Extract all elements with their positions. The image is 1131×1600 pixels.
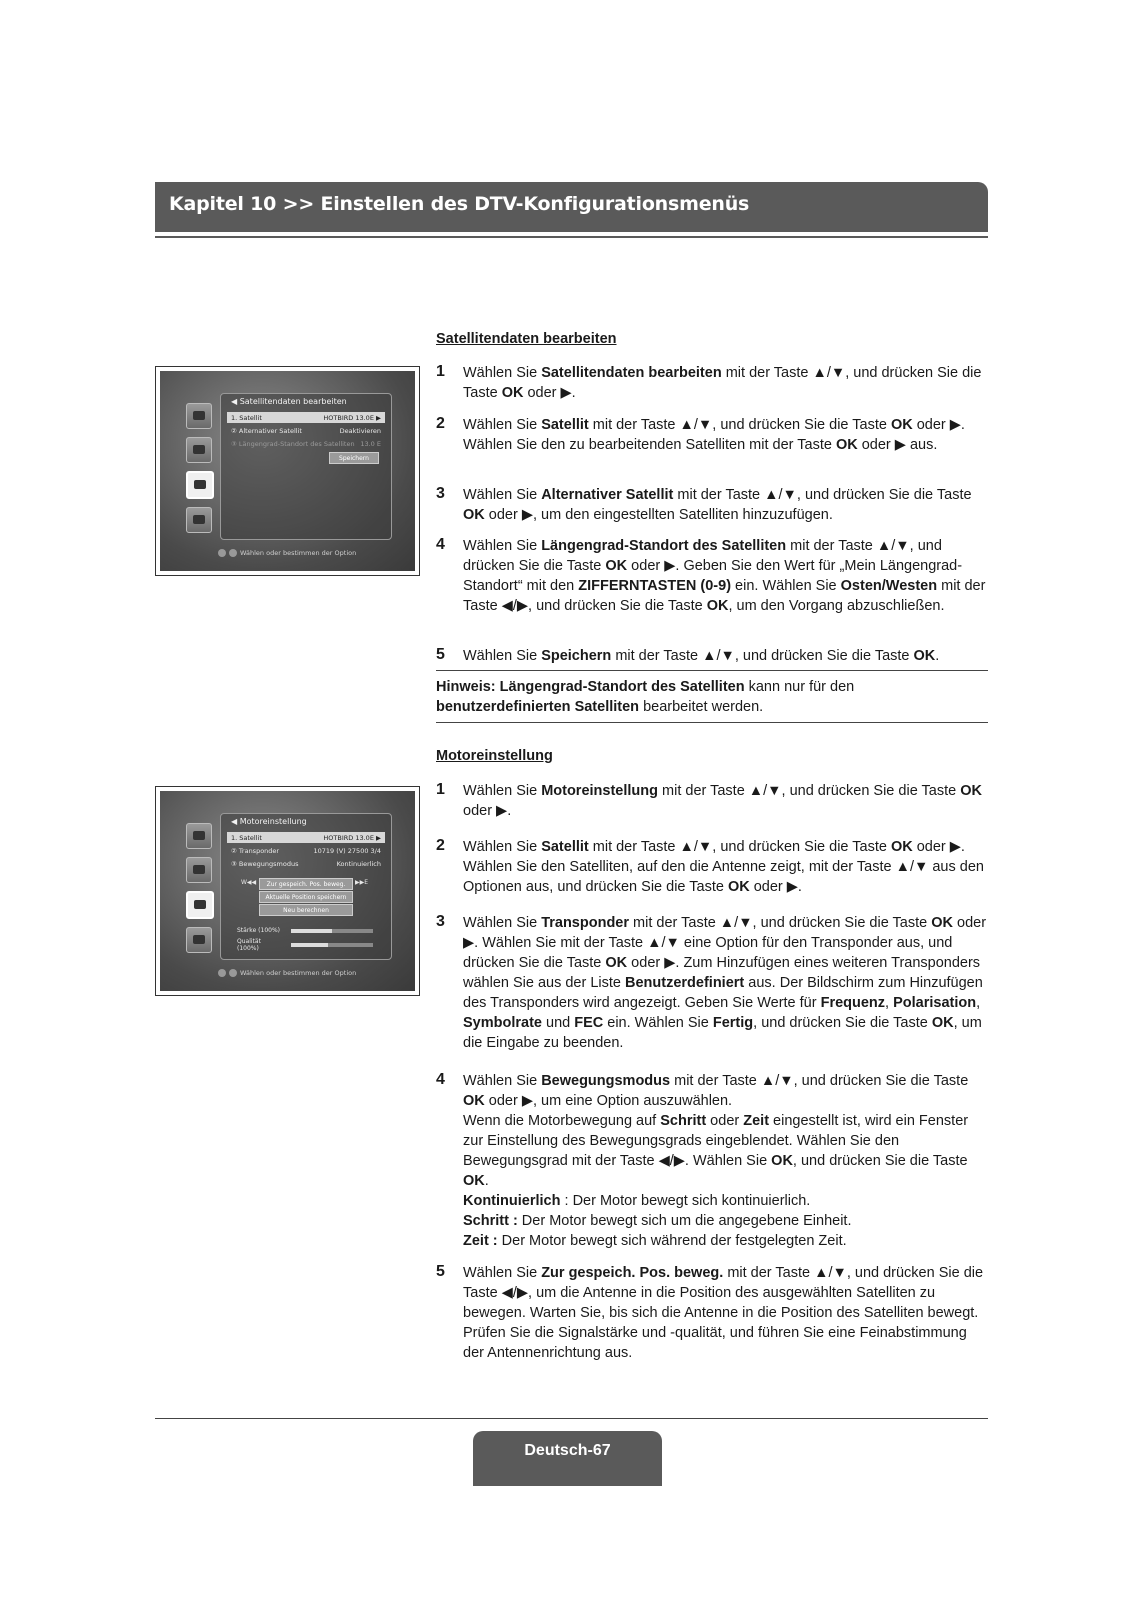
step-2-1	[436, 781, 988, 821]
schedule-icon	[186, 437, 212, 463]
step-text: Wählen Sie Satellit mit der Taste ▲/▼, und drücken Sie die Taste OK oder ▶. Wählen Sie den zu bearbeitenden Satelliten mit der Taste OK oder ▶ aus.	[463, 417, 965, 453]
help-bar: Wählen oder bestimmen der Option	[218, 549, 356, 557]
step-text: Wählen Sie Satellitendaten bearbeiten mit der Taste ▲/▼, und drücken Sie die Taste OK oder ▶.	[463, 365, 982, 401]
move-to-saved-button[interactable]: Zur gespeich. Pos. beweg.	[259, 878, 353, 890]
menu-row-satellite[interactable]: 1. Satellit HOTBIRD 13.0E ▶	[227, 412, 385, 423]
menu-row-movement-mode[interactable]: ③ Bewegungsmodus Kontinuierlich	[231, 859, 381, 868]
chapter-title: Kapitel 10 >> Einstellen des DTV-Konfigurationsmenüs	[169, 193, 750, 215]
save-button[interactable]: Speichern	[329, 452, 379, 464]
step-number: 5	[436, 646, 445, 663]
step-number: 4	[436, 536, 445, 553]
note-divider-bottom	[436, 722, 988, 723]
quality-meter: Qualität (100%)	[237, 938, 373, 952]
step-text: Wählen Sie Transponder mit der Taste ▲/▼, und drücken Sie die Taste OK oder ▶. Wählen Sie mit der Taste ▲/▼ eine Option für den Transponder aus, und drücken Sie die Taste OK oder ▶. Zum Hinzufügen eines weiteren Transponders wählen Sie aus der Liste Benutzerdefiniert aus. Der Bildschirm zum Hinzufügen des Transponders wird angezeigt. Geben Sie Werte für Frequenz, Polarisation, Symbolrate und FEC ein. Wählen Sie Fertig, und drücken Sie die Taste OK, um die Eingabe zu beenden.	[463, 915, 987, 1051]
step-text: Wählen Sie Speichern mit der Taste ▲/▼, und drücken Sie die Taste OK.	[463, 648, 940, 664]
search-icon	[186, 507, 212, 533]
arrow-key-icon	[229, 549, 237, 557]
step-2-2	[436, 837, 988, 897]
step-text: Wählen Sie Satellit mit der Taste ▲/▼, und drücken Sie die Taste OK oder ▶. Wählen Sie den Satelliten, auf den die Antenne zeigt, mit der Taste ▲/▼ aus den Optionen aus, und drücken Sie die Taste OK oder ▶.	[463, 839, 984, 895]
step-text: Wählen Sie Zur gespeich. Pos. beweg. mit der Taste ▲/▼, und drücken Sie die Taste ◀/▶, um die Antenne in die Position des ausgewählten Satelliten zu bewegen. Warten Sie, bis sich die Antenne in die Position des Satelliten bewegt. Prüfen Sie die Signalstärke und -qualität, und führen Sie eine Feinabstimmung der Antennenrichtung aus.	[463, 1265, 984, 1361]
step-number: 1	[436, 781, 445, 798]
step-number: 5	[436, 1263, 445, 1280]
channel-icon	[186, 403, 212, 429]
strength-meter: Stärke (100%)	[237, 927, 373, 934]
menu-row-longitude[interactable]: ③ Längengrad-Standort des Satelliten 13.0 E	[231, 439, 381, 448]
step-text: Wählen Sie Motoreinstellung mit der Taste ▲/▼, und drücken Sie die Taste OK oder ▶.	[463, 783, 982, 819]
move-west-label: W◀◀	[241, 879, 257, 886]
quality-fill	[291, 943, 328, 947]
ok-key-icon	[218, 969, 226, 977]
step-1-5	[436, 646, 988, 666]
step-2-4	[436, 1071, 988, 1251]
menu-screenshot-motor-setup	[155, 786, 420, 996]
step-text: Wählen Sie Bewegungsmodus mit der Taste ▲/▼, und drücken Sie die Taste OK oder ▶, um eine Option auszuwählen. Wenn die Motorbewegung auf Schritt oder Zeit eingestellt ist, wird ein Fenster zur Einstellung des Bewegungsgrads eingeblendet. Wählen Sie den Bewegungsgrad mit der Taste ◀/▶. Wählen Sie OK, und drücken Sie die Taste OK. Kontinuierlich : Der Motor bewegt sich kontinuierlich. Schritt : Der Motor bewegt sich um die angegebene Einheit. Zeit : Der Motor bewegt sich während der festgelegten Zeit.	[463, 1073, 969, 1249]
channel-icon	[186, 823, 212, 849]
tv-screen	[160, 791, 415, 991]
search-icon	[186, 927, 212, 953]
step-number: 2	[436, 837, 445, 854]
step-text: Wählen Sie Alternativer Satellit mit der Taste ▲/▼, und drücken Sie die Taste OK oder ▶, um den eingestellten Satelliten hinzuzufügen.	[463, 487, 972, 523]
section-title-satellite-edit: Satellitendaten bearbeiten	[436, 331, 617, 347]
menu-row-satellite[interactable]: 1. Satellit HOTBIRD 13.0E ▶	[227, 832, 385, 843]
strength-fill	[291, 929, 332, 933]
step-2-5	[436, 1263, 988, 1363]
step-number: 2	[436, 415, 445, 432]
step-1-3	[436, 485, 988, 525]
menu-screenshot-satellite-edit	[155, 366, 420, 576]
menu-row-transponder[interactable]: ② Transponder 10719 (V) 27500 3/4	[231, 846, 381, 855]
step-1-4	[436, 536, 988, 616]
step-number: 4	[436, 1071, 445, 1088]
chapter-divider	[155, 236, 988, 238]
move-east-label: ▶▶E	[355, 879, 369, 886]
schedule-icon	[186, 857, 212, 883]
note-divider-top	[436, 670, 988, 671]
step-1-1	[436, 363, 988, 403]
step-2-3	[436, 913, 988, 1053]
chapter-header	[155, 182, 988, 232]
menu-panel	[220, 813, 392, 960]
menu-title: ◀ Satellitendaten bearbeiten	[231, 397, 347, 406]
step-1-2	[436, 415, 988, 455]
setup-icon	[186, 471, 214, 499]
ok-key-icon	[218, 549, 226, 557]
step-number: 1	[436, 363, 445, 380]
section-title-motor-setup: Motoreinstellung	[436, 748, 553, 764]
step-number: 3	[436, 485, 445, 502]
setup-icon	[186, 891, 214, 919]
menu-panel	[220, 393, 392, 540]
note-text: Hinweis: Längengrad-Standort des Satelliten kann nur für den benutzerdefinierten Satelliten bearbeitet werden.	[436, 679, 855, 715]
arrow-key-icon	[229, 969, 237, 977]
save-position-button[interactable]: Aktuelle Position speichern	[259, 891, 353, 903]
menu-title: ◀ Motoreinstellung	[231, 817, 307, 826]
footer-divider	[155, 1418, 988, 1419]
recalculate-button[interactable]: Neu berechnen	[259, 904, 353, 916]
help-bar: Wählen oder bestimmen der Option	[218, 969, 356, 977]
menu-row-alt-satellite[interactable]: ② Alternativer Satellit Deaktivieren	[231, 426, 381, 435]
page-number: Deutsch-67	[473, 1431, 662, 1486]
step-number: 3	[436, 913, 445, 930]
step-text: Wählen Sie Längengrad-Standort des Satelliten mit der Taste ▲/▼, und drücken Sie die Taste OK oder ▶. Geben Sie den Wert für „Mein Längengrad-Standort“ mit den ZIFFERNTASTEN (0-9) ein. Wählen Sie Osten/Westen mit der Taste ◀/▶, und drücken Sie die Taste OK, um den Vorgang abzuschließen.	[463, 538, 986, 614]
tv-screen	[160, 371, 415, 571]
